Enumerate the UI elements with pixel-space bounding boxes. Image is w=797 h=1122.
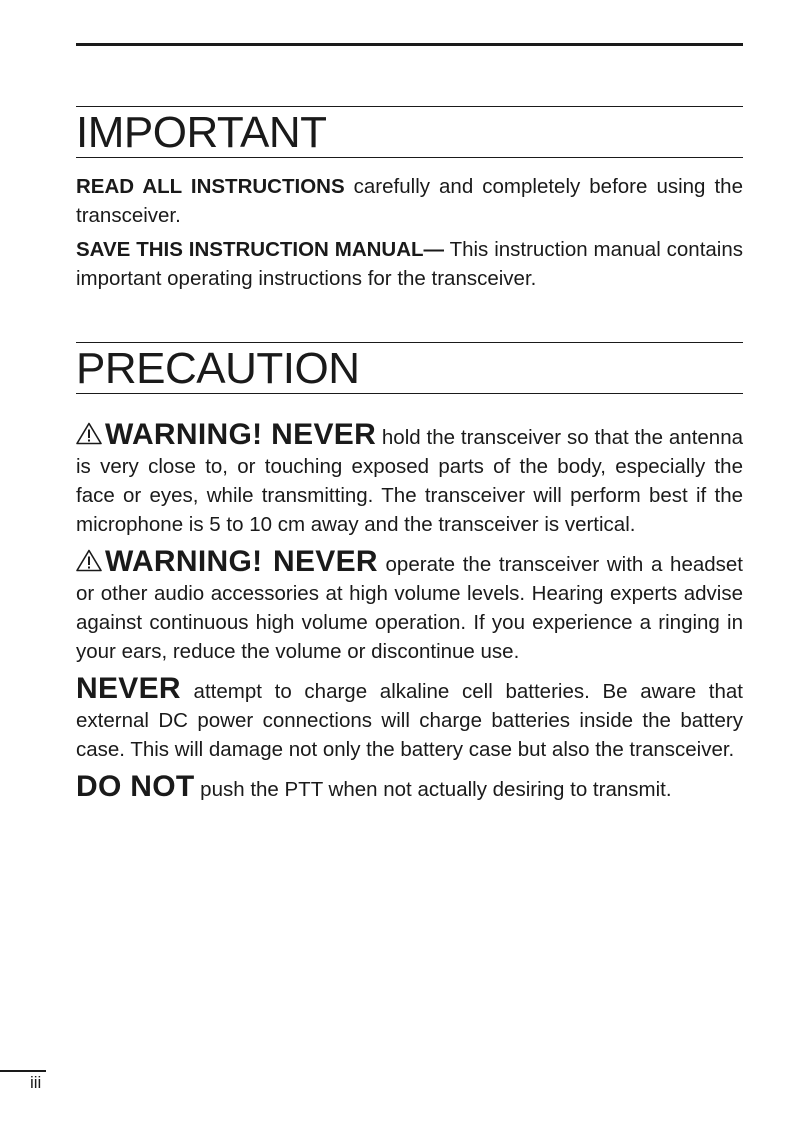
warning-1-paragraph xyxy=(76,420,743,539)
important-section xyxy=(76,106,743,293)
top-rule xyxy=(76,43,743,46)
never-charge-lead: NEVER xyxy=(76,672,181,705)
precaution-section xyxy=(76,342,743,804)
page-number: iii xyxy=(30,1073,42,1092)
important-heading: IMPORTANT xyxy=(76,108,327,157)
precaution-heading: PRECAUTION xyxy=(76,344,360,393)
read-instructions-text: carefully and completely before using the transceiver. xyxy=(76,175,743,227)
warning-triangle-icon xyxy=(76,422,102,445)
warning-1-lead: WARNING! NEVER xyxy=(105,418,377,451)
warning-2-paragraph xyxy=(76,547,743,666)
save-manual-paragraph xyxy=(76,235,743,293)
never-charge-paragraph xyxy=(76,674,743,764)
warning-triangle-icon xyxy=(76,549,102,572)
footer-rule xyxy=(0,1070,46,1072)
warning-2-text: operate the transceiver with a headset or other audio accessories at high volume levels. Hearing experts advise against continuous high volume operation. If you experience a ringing in your ears, reduce the volume or discontinue use. xyxy=(76,553,744,663)
never-charge-text: attempt to charge alkaline cell batteries. Be aware that external DC power connections will charge batteries inside the battery case. This will damage not only the battery case but also the transceiver. xyxy=(76,680,743,761)
read-instructions-paragraph xyxy=(76,172,743,230)
save-manual-lead: SAVE THIS INSTRUCTION MANUAL— xyxy=(76,238,445,261)
read-instructions-lead: READ ALL INSTRUCTIONS xyxy=(76,175,345,198)
do-not-ptt-text: push the PTT when not actually desiring to transmit. xyxy=(194,778,672,801)
warning-1-text: hold the transceiver so that the antenna is very close to, or touching exposed parts of the body, especially the face or eyes, while transmitting. The transceiver will perform best if the microphone is 5 to 10 cm away and the transceiver is vertical. xyxy=(76,426,744,536)
important-heading-box xyxy=(76,106,743,158)
do-not-ptt-lead: DO NOT xyxy=(76,770,195,803)
do-not-ptt-paragraph xyxy=(76,772,743,804)
save-manual-text: This instruction manual contains important operating instructions for the transceiver. xyxy=(76,238,743,290)
warning-2-lead: WARNING! NEVER xyxy=(105,545,378,578)
precaution-heading-box xyxy=(76,342,743,394)
